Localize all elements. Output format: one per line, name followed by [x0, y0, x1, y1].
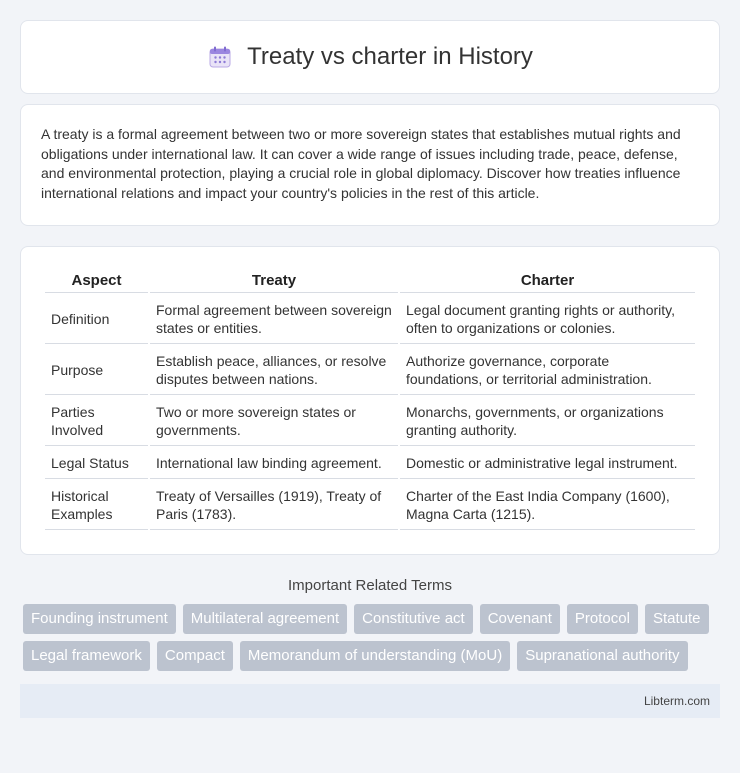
footer	[20, 684, 720, 718]
intro-text: A treaty is a formal agreement between two or more sovereign states that establishes mutual rights and obligations under international law. It can cover a wide range of issues including trade, peace, defense, and environmental protection, playing a crucial role in global diplomacy. Discover how treaties influence international relations and impact your country's policies in the rest of this article.	[41, 126, 681, 201]
related-term-tag[interactable]: Memorandum of understanding (MoU)	[240, 641, 510, 671]
related-term-tag[interactable]: Covenant	[480, 604, 560, 634]
related-term-tag[interactable]: Supranational authority	[517, 641, 687, 671]
cell-treaty: Establish peace, alliances, or resolve disputes between nations.	[150, 346, 398, 395]
header-aspect: Aspect	[45, 269, 148, 293]
page-title: Treaty vs charter in History	[247, 43, 533, 70]
comparison-table-card	[20, 246, 720, 555]
header-treaty: Treaty	[150, 269, 398, 293]
table-row	[45, 448, 695, 479]
related-term-tag[interactable]: Multilateral agreement	[183, 604, 347, 634]
calendar-icon	[207, 44, 233, 70]
intro-card	[20, 104, 720, 226]
cell-charter: Domestic or administrative legal instrument.	[400, 448, 695, 479]
table-header-row	[45, 269, 695, 293]
related-terms-list	[20, 604, 720, 671]
cell-aspect: Historical Examples	[45, 481, 148, 530]
cell-charter: Legal document granting rights or authority, often to organizations or colonies.	[400, 295, 695, 344]
cell-aspect: Definition	[45, 295, 148, 344]
cell-treaty: Treaty of Versailles (1919), Treaty of Paris (1783).	[150, 481, 398, 530]
cell-charter: Monarchs, governments, or organizations granting authority.	[400, 397, 695, 446]
cell-aspect: Legal Status	[45, 448, 148, 479]
cell-aspect: Parties Involved	[45, 397, 148, 446]
related-term-tag[interactable]: Constitutive act	[354, 604, 473, 634]
cell-treaty: International law binding agreement.	[150, 448, 398, 479]
cell-treaty: Formal agreement between sovereign states or entities.	[150, 295, 398, 344]
related-term-tag[interactable]: Protocol	[567, 604, 638, 634]
related-term-tag[interactable]: Compact	[157, 641, 233, 671]
related-term-tag[interactable]: Statute	[645, 604, 709, 634]
cell-charter: Charter of the East India Company (1600), Magna Carta (1215).	[400, 481, 695, 530]
cell-aspect: Purpose	[45, 346, 148, 395]
title-card	[20, 20, 720, 94]
related-terms-title: Important Related Terms	[288, 577, 452, 594]
footer-brand-link[interactable]: Libterm.com	[643, 694, 710, 708]
table-row	[45, 295, 695, 344]
comparison-table	[43, 267, 697, 532]
table-row	[45, 397, 695, 446]
cell-charter: Authorize governance, corporate foundations, or territorial administration.	[400, 346, 695, 395]
related-term-tag[interactable]: Legal framework	[23, 641, 150, 671]
cell-treaty: Two or more sovereign states or governments.	[150, 397, 398, 446]
table-row	[45, 481, 695, 530]
related-term-tag[interactable]: Founding instrument	[23, 604, 176, 634]
header-charter: Charter	[400, 269, 695, 293]
table-row	[45, 346, 695, 395]
